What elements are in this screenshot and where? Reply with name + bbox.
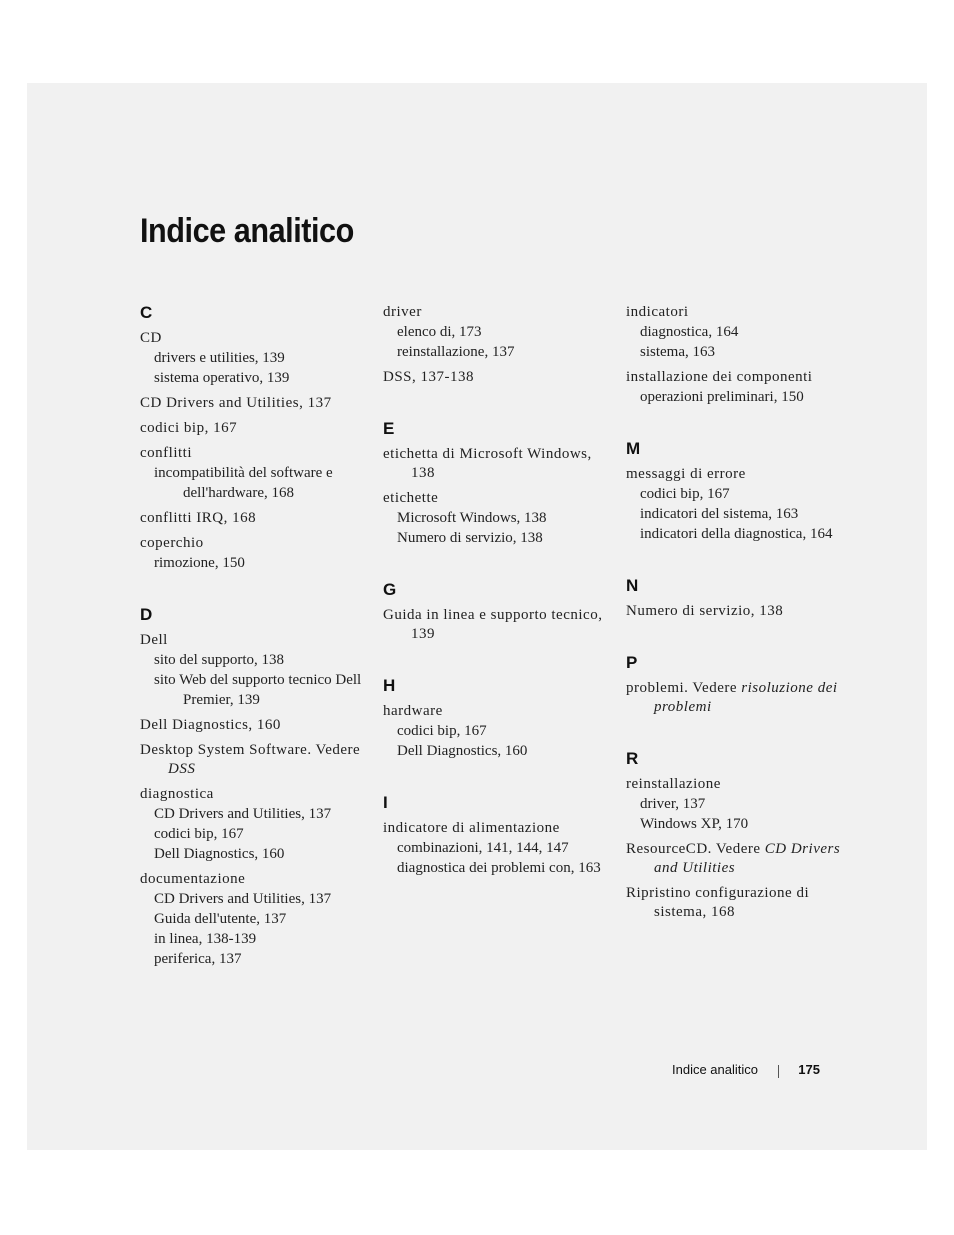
entry-term	[383, 606, 608, 644]
entry-term-text: problemi. Vedere	[626, 680, 742, 696]
entry-subterm: diagnostica dei problemi con, 163	[397, 860, 601, 876]
index-entry	[140, 419, 365, 438]
entry-term	[626, 775, 851, 794]
entry-term-text: ResourceCD. Vedere	[626, 841, 765, 857]
index-entry	[383, 606, 608, 644]
section-letter: E	[383, 419, 395, 438]
entry-subterm: elenco di, 173	[397, 324, 482, 340]
entry-subterm: sistema, 163	[640, 344, 715, 360]
index-section	[383, 676, 608, 761]
page-number: 175	[798, 1062, 820, 1077]
entry-subterm: combinazioni, 141, 144, 147	[397, 840, 569, 856]
entry-term-text: Guida in linea e supporto tecnico, 139	[383, 607, 603, 642]
entry-term-text: Dell	[140, 632, 168, 648]
index-entry	[383, 303, 608, 362]
index-entry	[140, 785, 365, 864]
section-letter: C	[140, 303, 153, 322]
section-letter: H	[383, 676, 396, 695]
entry-term	[626, 840, 851, 878]
index-section	[383, 793, 608, 878]
index-entry	[626, 775, 851, 834]
entry-subterm: incompatibilità del software e dell'hardware, 168	[154, 465, 333, 501]
entry-term	[140, 741, 365, 779]
entry-term	[626, 368, 851, 387]
entry-term-text: reinstallazione	[626, 776, 721, 792]
page-footer	[0, 1061, 820, 1081]
section-letter: M	[626, 439, 641, 458]
section-letter: N	[626, 576, 639, 595]
index-column-3	[626, 303, 851, 954]
entry-term	[626, 465, 851, 484]
entry-term-text: Numero di servizio, 138	[626, 603, 784, 619]
entry-term	[140, 785, 365, 804]
entry-subterm: sistema operativo, 139	[154, 370, 290, 386]
entry-term	[626, 884, 851, 922]
index-entry	[383, 445, 608, 483]
entry-term	[383, 702, 608, 721]
index-entry	[626, 602, 851, 621]
entry-term	[140, 419, 365, 438]
section-letter: P	[626, 653, 638, 672]
entry-subterm: indicatori del sistema, 163	[640, 506, 799, 522]
entry-subterm: indicatori della diagnostica, 164	[640, 526, 833, 542]
entry-subterm: sito Web del supporto tecnico Dell Premier, 139	[154, 672, 362, 708]
entry-subterm: CD Drivers and Utilities, 137	[154, 891, 332, 907]
entry-subterm: Dell Diagnostics, 160	[397, 743, 528, 759]
entry-term-text: hardware	[383, 703, 443, 719]
index-section	[626, 303, 851, 407]
entry-term-text: CD Drivers and Utilities, 137	[140, 395, 332, 411]
entry-subterm: Microsoft Windows, 138	[397, 510, 547, 526]
index-section	[383, 419, 608, 548]
entry-subterm: codici bip, 167	[154, 826, 244, 842]
index-section	[383, 303, 608, 387]
entry-term-text: driver	[383, 304, 422, 320]
index-section	[140, 605, 365, 969]
entry-term-text: documentazione	[140, 871, 246, 887]
entry-subterm: CD Drivers and Utilities, 137	[154, 806, 332, 822]
index-entry	[140, 329, 365, 388]
entry-term	[626, 679, 851, 717]
entry-subterm: Guida dell'utente, 137	[154, 911, 287, 927]
index-entry	[140, 534, 365, 573]
entry-term-text: conflitti	[140, 445, 192, 461]
index-entry	[626, 884, 851, 922]
index-entry	[626, 679, 851, 717]
entry-subterm: codici bip, 167	[397, 723, 487, 739]
entry-term	[140, 716, 365, 735]
entry-term-see: Vedere	[311, 742, 361, 758]
index-entry	[626, 303, 851, 362]
section-letter: I	[383, 793, 388, 812]
entry-subterm: periferica, 137	[154, 951, 242, 967]
entry-subterm: drivers e utilities, 139	[154, 350, 285, 366]
entry-subterm: Dell Diagnostics, 160	[154, 846, 285, 862]
entry-term	[626, 303, 851, 322]
entry-term	[383, 303, 608, 322]
entry-subterm: in linea, 138-139	[154, 931, 257, 947]
entry-term	[140, 329, 365, 348]
index-section	[626, 439, 851, 544]
entry-term-text: Dell Diagnostics, 160	[140, 717, 281, 733]
index-entry	[140, 509, 365, 528]
entry-term	[383, 489, 608, 508]
index-entry	[140, 741, 365, 779]
entry-term-text: Ripristino configurazione di sistema, 168	[626, 885, 810, 920]
entry-term	[140, 534, 365, 553]
index-entry	[626, 840, 851, 878]
entry-subterm: operazioni preliminari, 150	[640, 389, 804, 405]
entry-term	[383, 368, 608, 387]
entry-cross-reference: CD Drivers and Utilities	[654, 841, 841, 876]
entry-term	[140, 394, 365, 413]
entry-term	[140, 509, 365, 528]
entry-term-text: diagnostica	[140, 786, 214, 802]
entry-term-text: indicatore di alimentazione	[383, 820, 560, 836]
entry-term-text: coperchio	[140, 535, 204, 551]
index-entry	[140, 444, 365, 503]
entry-term-text: Desktop System Software.	[140, 742, 312, 758]
index-section	[383, 580, 608, 644]
entry-cross-reference: risoluzione dei problemi	[654, 680, 838, 715]
entry-term	[383, 445, 608, 483]
entry-subterm: diagnostica, 164	[640, 324, 739, 340]
entry-term-text: messaggi di errore	[626, 466, 746, 482]
section-letter: R	[626, 749, 639, 768]
entry-term	[383, 819, 608, 838]
index-column-2	[383, 303, 608, 910]
entry-subterm: sito del supporto, 138	[154, 652, 284, 668]
entry-subterm: driver, 137	[640, 796, 706, 812]
entry-term	[140, 444, 365, 463]
index-entry	[626, 465, 851, 544]
index-entry	[383, 702, 608, 761]
index-entry	[140, 870, 365, 969]
index-entry	[383, 489, 608, 548]
index-entry	[140, 716, 365, 735]
index-entry	[383, 819, 608, 878]
entry-subterm: Windows XP, 170	[640, 816, 749, 832]
section-letter: G	[383, 580, 397, 599]
entry-term	[140, 870, 365, 889]
entry-term-text: DSS, 137-138	[383, 369, 475, 385]
entry-term-text: conflitti IRQ, 168	[140, 510, 257, 526]
entry-term	[140, 631, 365, 650]
entry-subterm: Numero di servizio, 138	[397, 530, 543, 546]
entry-term-text: etichetta di Microsoft Windows, 138	[383, 446, 592, 481]
footer-label: Indice analitico	[672, 1062, 758, 1077]
entry-subterm: codici bip, 167	[640, 486, 730, 502]
entry-cross-reference: DSS	[168, 761, 196, 777]
entry-term-text: etichette	[383, 490, 439, 506]
entry-subterm: rimozione, 150	[154, 555, 245, 571]
entry-term-text: indicatori	[626, 304, 689, 320]
entry-subterm: reinstallazione, 137	[397, 344, 515, 360]
index-entry	[140, 631, 365, 710]
page-title: Indice analitico	[140, 212, 354, 250]
index-section	[626, 653, 851, 717]
footer-separator	[778, 1065, 779, 1078]
entry-term-text: codici bip, 167	[140, 420, 238, 436]
entry-term-text: CD	[140, 330, 162, 346]
index-section	[626, 749, 851, 922]
index-section	[140, 303, 365, 573]
index-column-1	[140, 303, 365, 1001]
section-letter: D	[140, 605, 153, 624]
entry-term	[626, 602, 851, 621]
index-entry	[140, 394, 365, 413]
index-entry	[626, 368, 851, 407]
entry-term-text: installazione dei componenti	[626, 369, 813, 385]
index-section	[626, 576, 851, 621]
index-entry	[383, 368, 608, 387]
